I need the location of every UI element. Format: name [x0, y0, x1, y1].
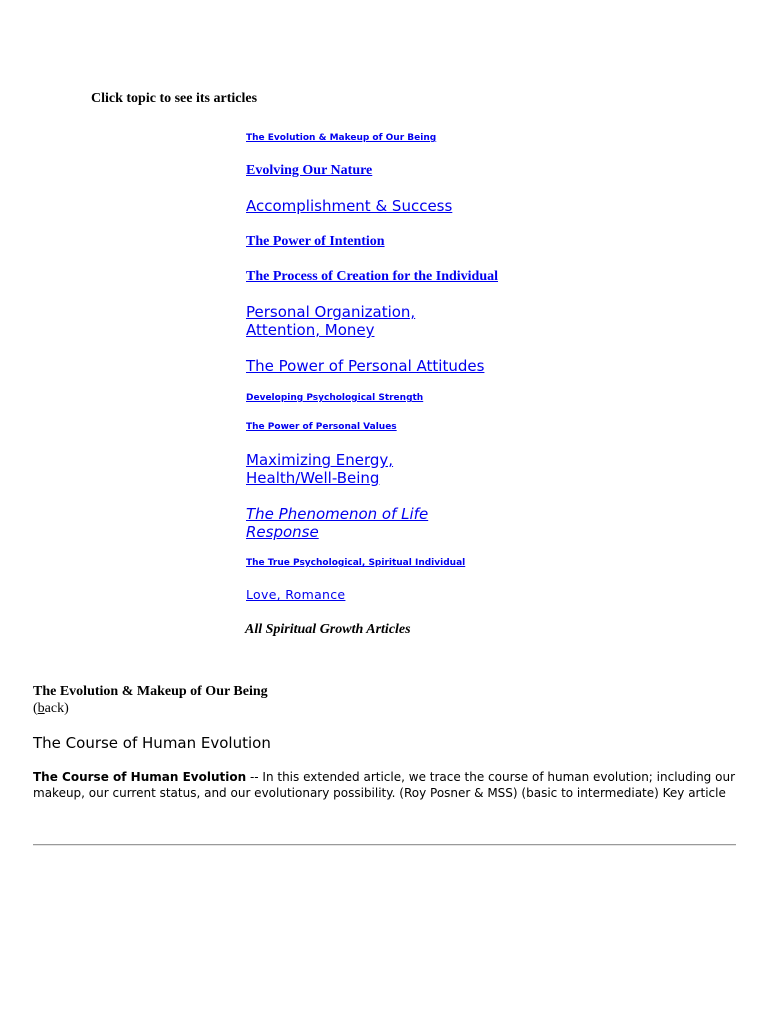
back-link-accesskey: b: [37, 701, 45, 716]
topic-link-evolution-makeup[interactable]: The Evolution & Makeup of Our Being: [246, 133, 437, 143]
article-title: The Course of Human Evolution: [33, 770, 247, 784]
all-articles-label: All Spiritual Growth Articles: [245, 622, 411, 637]
article-heading: The Course of Human Evolution: [33, 734, 271, 752]
topic-label-line1: The Phenomenon of Life: [246, 505, 429, 523]
topic-link-true-individual[interactable]: The True Psychological, Spiritual Individual: [246, 558, 466, 568]
topic-link-psychological-strength[interactable]: Developing Psychological Strength: [246, 393, 424, 403]
back-link[interactable]: [38, 701, 64, 716]
topic-link-process-of-creation[interactable]: The Process of Creation for the Individual: [246, 269, 499, 284]
topic-label-line1: Maximizing Energy,: [246, 451, 394, 469]
article-summary: -- In this extended article, we trace the course of human evolution; including our makeup, our current status, and our evolutionary possibility. (Roy Posner & MSS) (basic to intermediate) Key article: [33, 770, 735, 800]
back-link-rest: ack: [44, 701, 65, 716]
section-title: The Evolution & Makeup of Our Being: [33, 684, 268, 699]
back-close-paren: ): [64, 701, 69, 716]
topic-label-line2: Health/Well-Being: [246, 469, 380, 487]
topic-link-accomplishment-success[interactable]: Accomplishment & Success: [246, 197, 453, 215]
topic-label-line1: Personal Organization,: [246, 303, 416, 321]
topic-link-personal-organization[interactable]: [246, 303, 415, 339]
topic-link-evolving-nature[interactable]: Evolving Our Nature: [246, 163, 373, 178]
topic-link-life-response[interactable]: [246, 505, 428, 541]
topic-link-personal-attitudes[interactable]: The Power of Personal Attitudes: [246, 357, 485, 375]
topic-label-line2: Attention, Money: [246, 321, 375, 339]
topic-link-personal-values[interactable]: The Power of Personal Values: [246, 422, 397, 432]
article-description: [33, 769, 738, 801]
intro-text: Click topic to see its articles: [91, 91, 258, 106]
horizontal-rule: [33, 844, 736, 846]
topic-label-line2: Response: [246, 523, 319, 541]
back-line: [33, 700, 69, 717]
back-open-paren: (: [33, 701, 38, 716]
topic-link-maximizing-energy[interactable]: [246, 451, 393, 487]
topic-link-power-of-intention[interactable]: The Power of Intention: [246, 234, 385, 249]
topic-link-love-romance[interactable]: Love, Romance: [246, 587, 346, 602]
